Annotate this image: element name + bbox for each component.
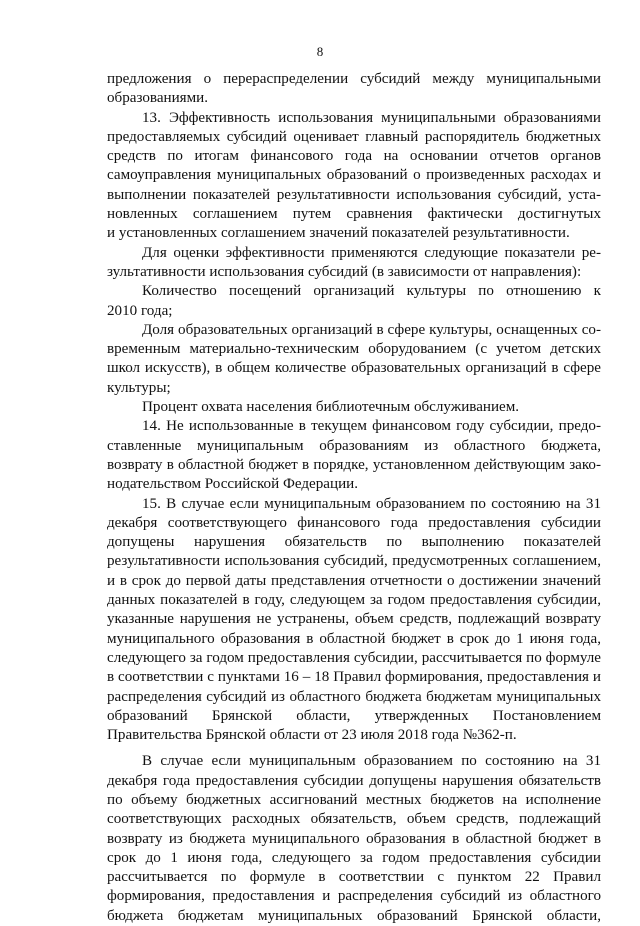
text-line: ставленные муниципальным образованиям из областного бюджета, — [107, 437, 601, 454]
text-line: возврату из бюджета муниципального образования в областной бюджет в — [107, 830, 601, 847]
text-line: возврату в областной бюджет в порядке, установленном действующим зако- — [107, 456, 601, 473]
paragraph-gap — [107, 745, 601, 752]
text-line: предоставляемых субсидий оценивает главный распорядитель бюджетных — [107, 128, 601, 145]
text-line: декабря соответствующего финансового года предоставления субсидии — [107, 514, 601, 531]
text-line: указанные нарушения не устранены, объем средств, подлежащий возврату — [107, 611, 601, 628]
text-line: самоуправления муниципальных образований о произведенных расходах и — [107, 167, 601, 184]
text-line: выполнении показателей результативности использования субсидий, уста- — [107, 186, 601, 203]
text-line: зультативности использования субсидий (в зависимости от направления): — [107, 263, 582, 280]
text-line: средств по итогам финансового года на основании отчетов органов — [107, 148, 601, 165]
text-line: следующего за годом предоставления субсидии, рассчитывается по формуле — [107, 649, 601, 666]
text-line: данных показателей в году, следующем за годом предоставления субсидии, — [107, 592, 601, 609]
text-line: распределения субсидий из областного бюджета бюджетам муниципальных — [107, 688, 601, 705]
text-line: предложения о перераспределении субсидий между муниципальными — [107, 71, 601, 87]
text-line: и установленных соглашением значений показателей результативности. — [107, 225, 570, 242]
text-line: нодательством Российской Федерации. — [107, 476, 359, 493]
text-line: допущены нарушения обязательств по выполнению показателей — [107, 534, 601, 551]
text-line: культуры; — [107, 379, 171, 396]
text-line: декабря года предоставления субсидии допущены нарушения обязательств — [107, 772, 601, 789]
text-line: 14. Не использованные в текущем финансовом году субсидии, предо- — [142, 418, 601, 435]
text-line: срок до 1 июня года, следующего за годом предоставления субсидии — [107, 849, 601, 866]
text-line: Правительства Брянской области от 23 июля 2018 года №362-п. — [107, 727, 517, 744]
page-number: 8 — [316, 44, 324, 59]
text-line: новленных соглашением путем сравнения фактически достигнутых — [107, 206, 601, 223]
text-line: В случае если муниципальным образованием по состоянию на 31 — [142, 753, 601, 770]
text-line: 15. В случае если муниципальным образованием по состоянию на 31 — [142, 495, 601, 512]
text-line: муниципального образования в областной бюджет в срок до 1 июня года, — [107, 630, 601, 647]
text-line: временным материально-техническим оборудованием (с учетом детских — [107, 341, 601, 358]
text-line: по объему бюджетных ассигнований местных бюджетов на исполнение — [107, 791, 601, 808]
text-line: результативности использования субсидий, предусмотренных соглашением, — [107, 553, 601, 570]
text-line: рассчитывается по формуле в соответствии с пунктом 22 Правил — [107, 869, 601, 886]
text-line: в соответствии с пунктами 16 – 18 Правил формирования, предоставления и — [107, 669, 601, 686]
text-line: Процент охвата населения библиотечным обслуживанием. — [142, 399, 520, 416]
text-line: формирования, предоставления и распределения субсидий из областного — [107, 888, 601, 905]
text-line: школ искусств), в общем количестве образовательных организаций в сфере — [107, 360, 601, 377]
text-line: Для оценки эффективности применяются следующие показатели ре- — [142, 244, 601, 261]
text-line: образованиями. — [107, 90, 209, 107]
text-line: Доля образовательных организаций в сфере культуры, оснащенных со- — [142, 321, 601, 338]
text-line: соответствующих расходных обязательств, объем средств, подлежащий — [107, 811, 601, 828]
text-line: 2010 года; — [107, 302, 173, 319]
document-body — [107, 70, 601, 926]
text-line: и в срок до первой даты представления отчетности о достижении значений — [107, 572, 601, 589]
text-line: образований Брянской области, утвержденных Постановлением — [107, 707, 601, 724]
text-line: бюджета бюджетам муниципальных образований Брянской области, — [107, 907, 601, 924]
text-line: Количество посещений организаций культуры по отношению к — [142, 283, 601, 300]
text-line: 13. Эффективность использования муниципальными образованиями — [142, 109, 601, 126]
